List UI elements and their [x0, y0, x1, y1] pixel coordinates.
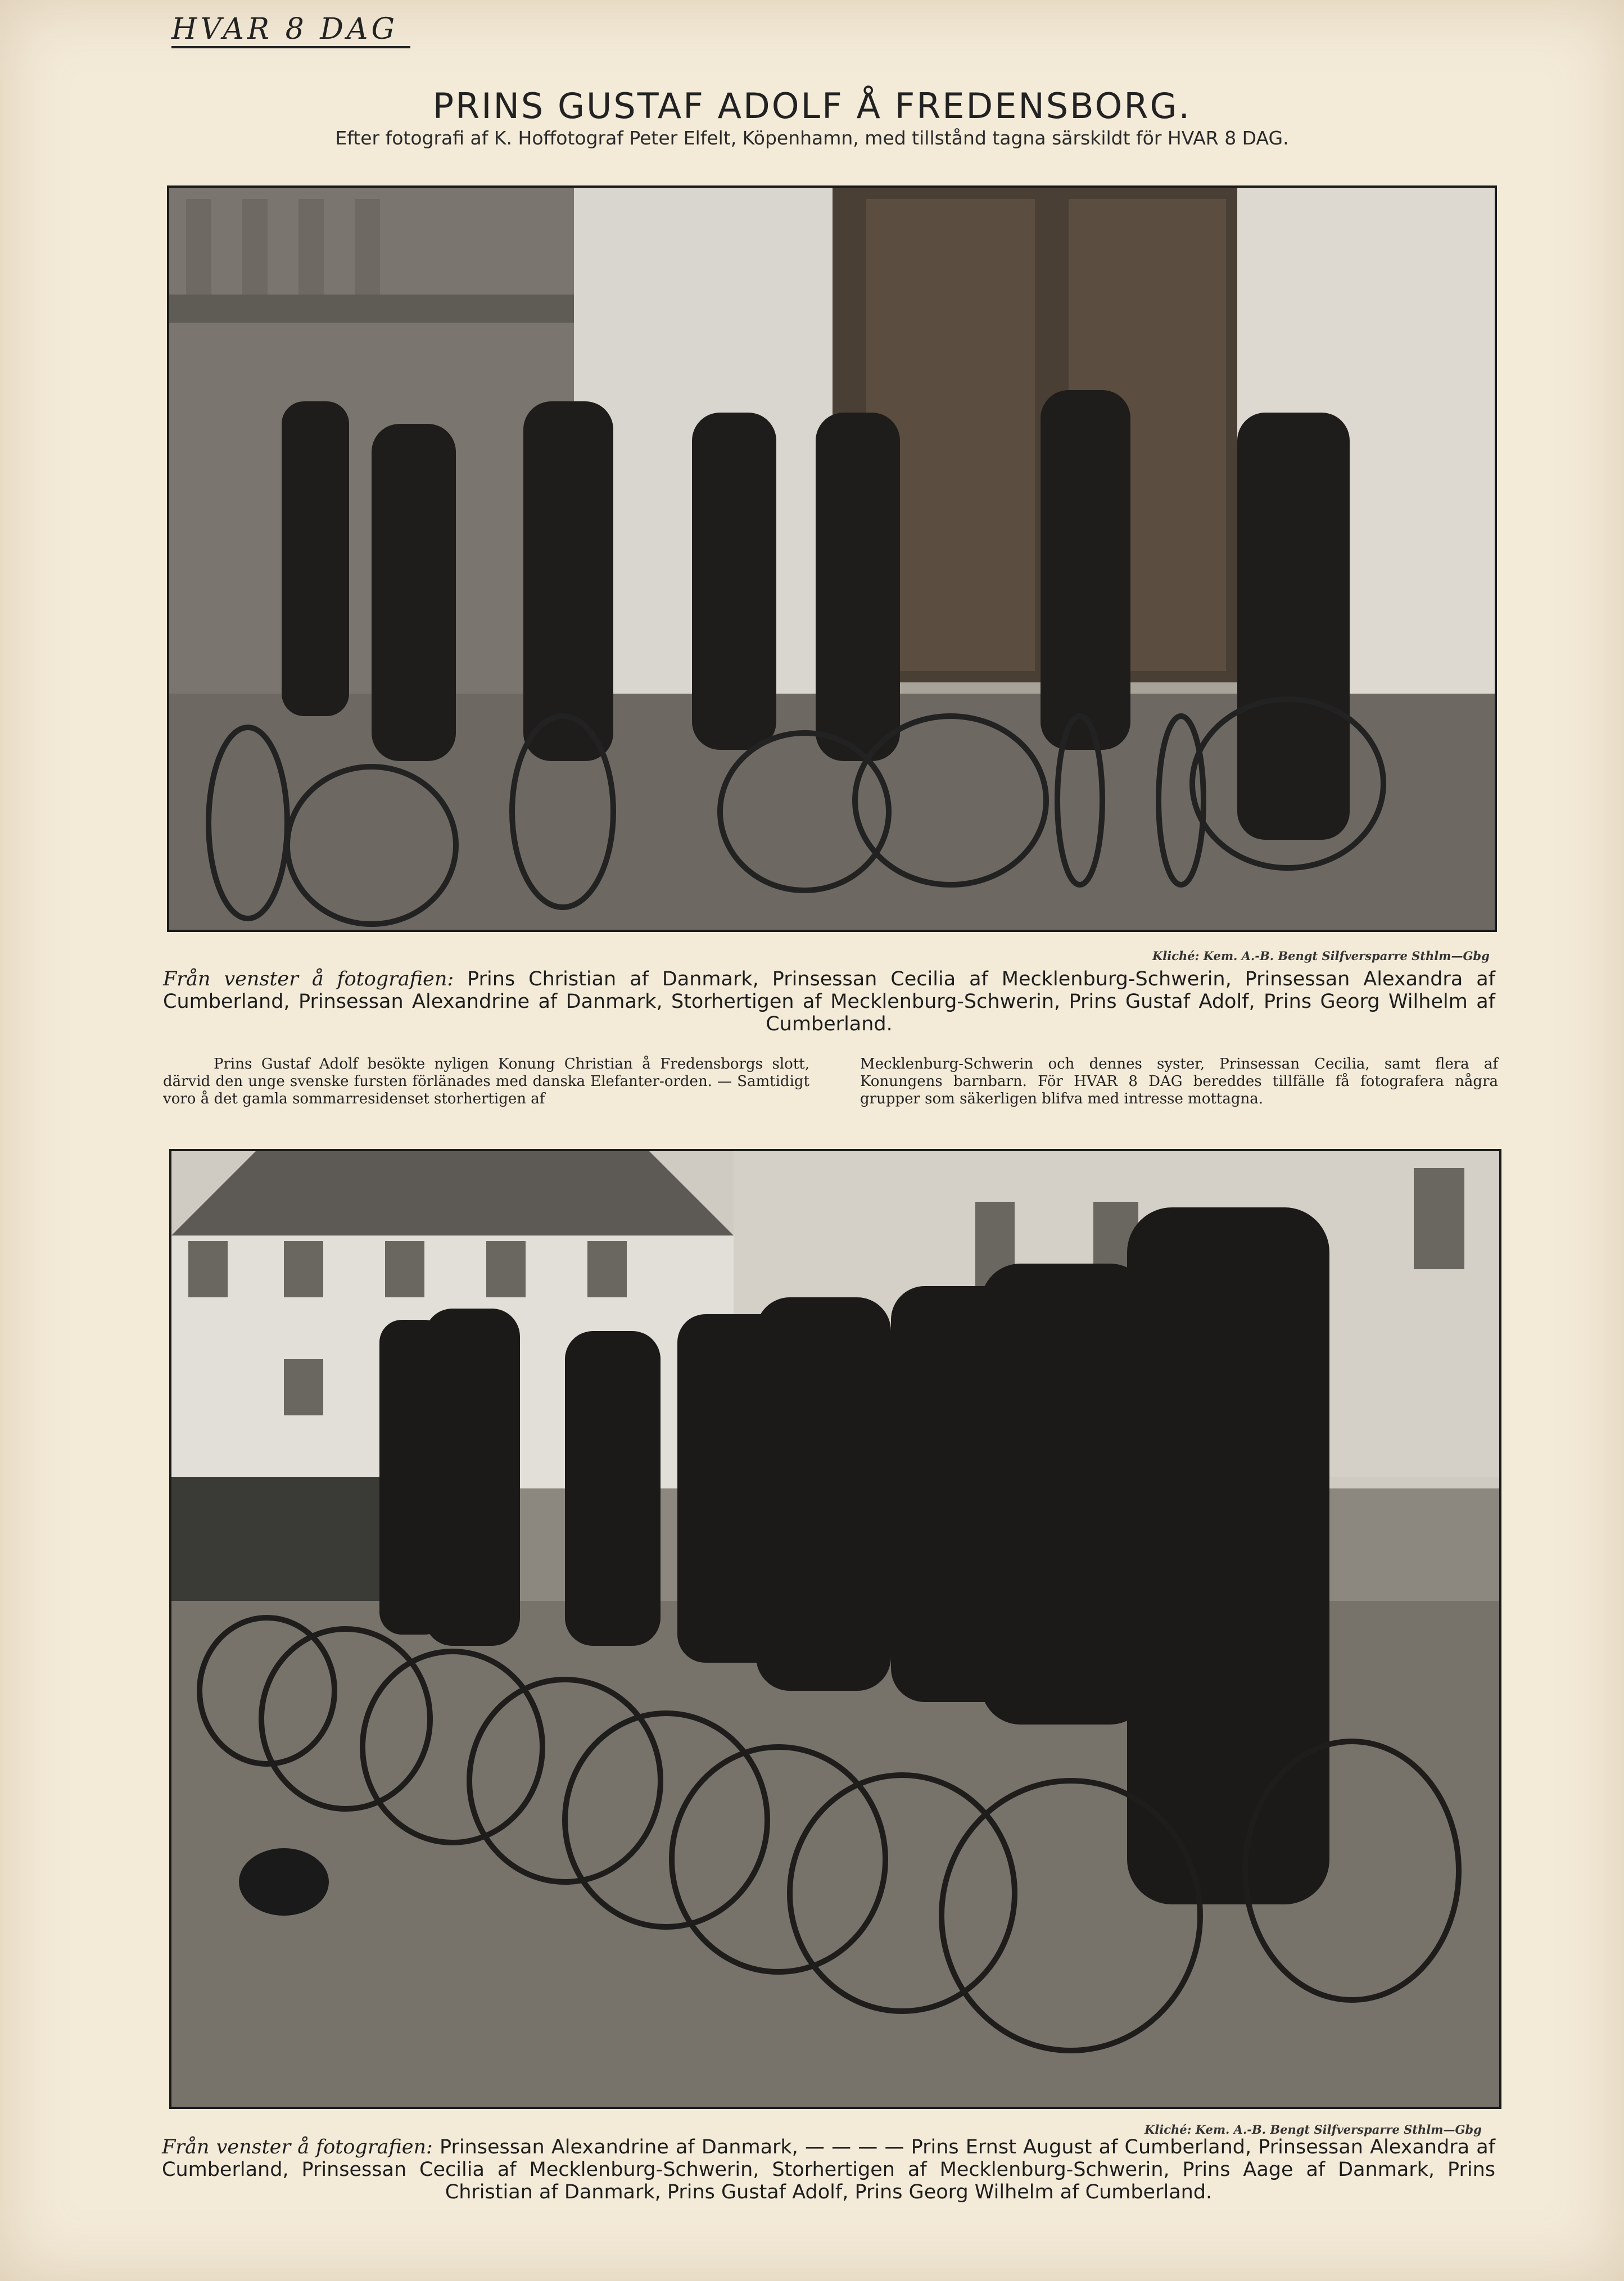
photo-1-caption-text: Prins Christian af Danmark, Prinsessan Cecilia af Mecklenburg-Schwerin, Prinsessan Alexandra af Cumberland, Prinsessan Alexandrine af Danmark, Storhertigen af Mecklenburg-Schwerin, Prins Gustaf Adolf, Prins Georg Wilhelm af Cumberland. — [163, 968, 1495, 1035]
masthead-underline — [171, 46, 410, 48]
photo-2-caption — [162, 2136, 1495, 2203]
page-subtitle: Efter fotografi af K. Hoffotograf Peter Elfelt, Köpenhamn, med tillstånd tagna särskildt för HVAR 8 DAG. — [335, 127, 1289, 149]
masthead: HVAR 8 DAG — [171, 12, 399, 46]
photo-1-caption-lead: Från venster å fotografien: — [163, 968, 454, 990]
photo-group-with-bicycles-at-palace — [167, 185, 1497, 932]
photo-2-caption-lead: Från venster å fotografien: — [162, 2136, 433, 2158]
photo-1-caption — [163, 968, 1495, 1035]
photo-2-illustration — [171, 1151, 1499, 2107]
photo-1-illustration — [169, 188, 1495, 930]
article-text-right: Mecklenburg-Schwerin och dennes syster, Prinsessan Cecilia, samt flera af Konungens barnbarn. För HVAR 8 DAG bereddes tillfälle få fotografera några grupper som säkerligen blifva med intresse mottagna. — [860, 1056, 1498, 1107]
photo-2-caption-text: Prinsessan Alexandrine af Danmark, — — — — Prins Ernst August af Cumberland, Prinsessan Alexandra af Cumberland, Prinsessan Cecilia af Mecklenburg-Schwerin, Storhertigen af Mecklenburg-Schwerin, Prins Aage af Danmark, Prins Christian af Danmark, Prins Gustaf Adolf, Prins Georg Wilhelm af Cumberland. — [162, 2136, 1495, 2203]
article-text-left: Prins Gustaf Adolf besökte nyligen Konung Christian å Fredensborgs slott, därvid den unge svenske fursten förlänades med danska Elefanter-orden. — Samtidigt voro å det gamla sommarresidenset storhertigen af — [163, 1056, 809, 1107]
photo-cyclists-in-courtyard — [169, 1149, 1501, 2109]
photo-1-credit: Kliché: Kem. A.-B. Bengt Silfversparre Sthlm—Gbg — [1152, 949, 1490, 963]
photo-2-credit: Kliché: Kem. A.-B. Bengt Silfversparre Sthlm—Gbg — [1145, 2122, 1482, 2137]
page-title: PRINS GUSTAF ADOLF Å FREDENSBORG. — [432, 85, 1192, 126]
